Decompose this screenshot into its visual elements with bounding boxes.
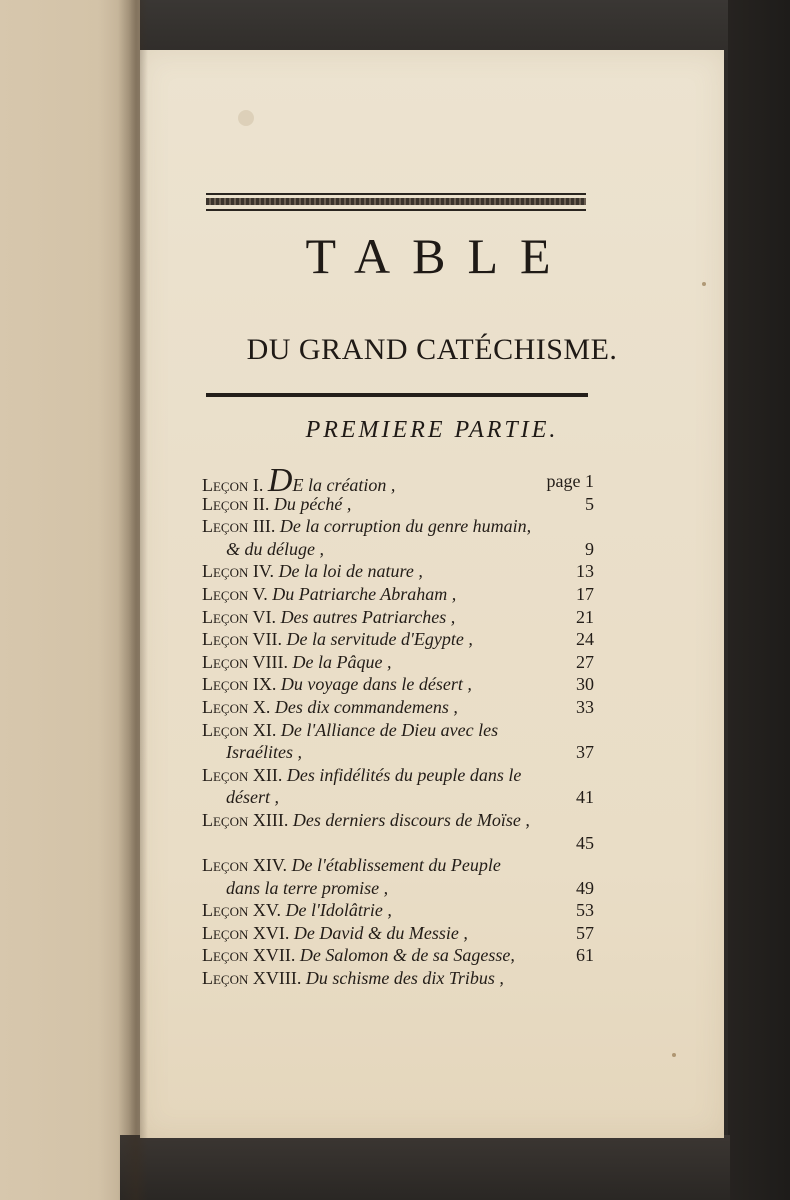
part-heading: PREMIERE PARTIE. [305, 417, 559, 443]
lesson-title: & du déluge , [226, 538, 324, 559]
lesson-label: Leçon VII. [202, 629, 287, 650]
toc-line [202, 967, 594, 990]
toc-line [202, 832, 594, 855]
toc-line [202, 786, 594, 809]
lesson-title: De la Pâque , [292, 651, 392, 672]
page-shadow [120, 1135, 730, 1200]
lesson-title: De la corruption du genre humain, [279, 516, 532, 537]
lesson-title: désert , [226, 787, 279, 808]
book-gutter [118, 0, 148, 1200]
lesson-title: Des derniers discours de Moïse , [292, 809, 530, 830]
toc-line [202, 583, 594, 606]
lesson-label: Leçon IX. [202, 674, 281, 695]
lesson-title: Des infidélités du peuple dans le [286, 764, 522, 785]
lesson-title: De l'Idolâtrie , [285, 900, 392, 921]
toc-line [202, 606, 594, 629]
page-number: 17 [576, 583, 594, 604]
stain [238, 110, 254, 126]
lesson-title: De Salomon & de sa Sagesse, [299, 945, 515, 966]
stain [702, 282, 706, 286]
page-number: 49 [576, 877, 594, 898]
page-number: 45 [576, 832, 594, 853]
page-subtitle: DU GRAND CATÉCHISME. [246, 333, 618, 366]
toc-line [202, 944, 594, 967]
lesson-label: Leçon VI. [202, 606, 281, 627]
lesson-label: Leçon XIII. [202, 809, 293, 830]
lesson-label: Leçon XVI. [202, 922, 294, 943]
page-number: 37 [576, 742, 594, 763]
page-title: TABLE [305, 228, 573, 284]
page-number: 53 [576, 900, 594, 921]
lesson-title: Des autres Patriarches , [280, 606, 456, 627]
lesson-label: Leçon XI. [202, 719, 281, 740]
lesson-label: Leçon I. [202, 475, 268, 495]
toc-line [202, 899, 594, 922]
toc-line [202, 809, 594, 832]
lesson-title: dans la terre promise , [226, 877, 389, 898]
toc-line [202, 651, 594, 674]
page-number: 61 [576, 945, 594, 966]
toc-line [202, 696, 594, 719]
lesson-title: De David & du Messie , [293, 922, 468, 943]
toc-line [202, 673, 594, 696]
toc-line [202, 719, 594, 742]
lesson-label: Leçon XVII. [202, 945, 300, 966]
toc-line [202, 877, 594, 900]
lesson-label: Leçon V. [202, 583, 273, 604]
page-number: 9 [585, 538, 594, 559]
stain [672, 1053, 676, 1057]
lesson-label: Leçon XIV. [202, 855, 292, 876]
toc-line [202, 628, 594, 651]
lesson-title: Du voyage dans le désert , [280, 674, 472, 695]
page-number: 24 [576, 629, 594, 650]
book-page [140, 50, 724, 1138]
lesson-title: Israélites , [226, 742, 302, 763]
lesson-label: Leçon X. [202, 696, 275, 717]
page-number: page 1 [546, 471, 594, 491]
page-number: 27 [576, 651, 594, 672]
toc-line [202, 560, 594, 583]
page-number: 41 [576, 787, 594, 808]
backdrop-right [728, 0, 790, 1200]
lesson-label: Leçon XVIII. [202, 968, 306, 989]
lesson-title: Du Patriarche Abraham , [272, 583, 457, 604]
toc-line [202, 741, 594, 764]
lesson-label: Leçon III. [202, 516, 280, 537]
lesson-label: Leçon II. [202, 493, 274, 514]
table-of-contents [202, 462, 594, 990]
lesson-title: De l'établissement du Peuple [291, 855, 501, 876]
lesson-label: Leçon XV. [202, 900, 286, 921]
lesson-label: Leçon XII. [202, 764, 287, 785]
toc-line [202, 538, 594, 561]
lesson-title: De la servitude d'Egypte , [286, 629, 473, 650]
toc-line [202, 493, 594, 516]
toc-line [202, 764, 594, 787]
toc-line [202, 922, 594, 945]
ornamental-rule [206, 193, 586, 213]
page-number: 33 [576, 696, 594, 717]
drop-cap: D [267, 462, 293, 499]
page-number: 5 [585, 493, 594, 514]
lesson-title: Du péché , [273, 493, 352, 514]
page-number: 30 [576, 674, 594, 695]
toc-line [202, 515, 594, 538]
page-number: 57 [576, 922, 594, 943]
divider-rule [206, 393, 588, 397]
lesson-label: Leçon IV. [202, 561, 279, 582]
lesson-title: Des dix commandemens , [274, 696, 458, 717]
page-number: 13 [576, 561, 594, 582]
lesson-label: Leçon VIII. [202, 651, 293, 672]
lesson-title: E la création , [292, 475, 396, 495]
lesson-title: De l'Alliance de Dieu avec les [280, 719, 499, 740]
toc-line [202, 854, 594, 877]
toc-line [202, 462, 594, 499]
page-number: 21 [576, 606, 594, 627]
lesson-title: Du schisme des dix Tribus , [305, 968, 504, 989]
lesson-title: De la loi de nature , [278, 561, 423, 582]
